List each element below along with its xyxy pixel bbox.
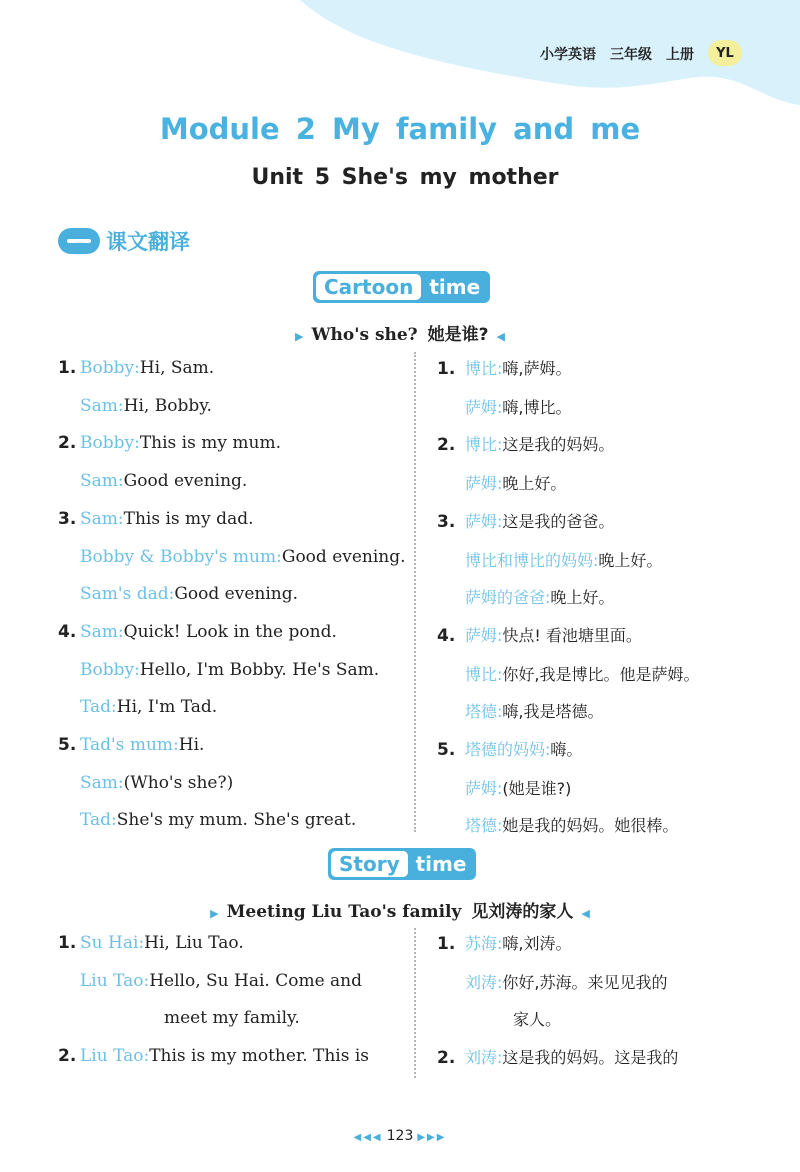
dialogue-line [437, 503, 767, 542]
line-text: meet my family. [164, 1008, 300, 1029]
speaker-name: Sam: [80, 621, 124, 642]
dialogue-line [437, 731, 767, 770]
line-text: 嗨,刘涛。 [502, 934, 572, 953]
unit-title: Unit 5 She's my mother [251, 165, 559, 190]
line-text: 嗨,博比。 [502, 397, 572, 417]
line-number: 3. [437, 511, 456, 532]
speaker-name: 博比: [465, 664, 503, 684]
dialogue-line [437, 964, 767, 1002]
dialogue-line [58, 765, 408, 803]
line-number: 2. [437, 435, 456, 456]
speaker-name: Liu Tao: [80, 970, 150, 991]
speaker-name: 刘涛: [465, 1048, 503, 1068]
dialogue-line [58, 802, 408, 840]
arrow-right-icon: ▶ [294, 330, 304, 343]
speaker-name: 塔德的妈妈: [465, 740, 551, 760]
cartoon-chinese [437, 350, 767, 845]
line-number: 1. [437, 359, 456, 379]
cartoon-subtitle-cn: 她是谁? [427, 325, 489, 345]
speaker-name: 博比: [465, 359, 503, 378]
line-text: 家人。 [513, 1010, 562, 1030]
section-number-icon [58, 228, 100, 254]
speaker-name: Sam: [80, 395, 124, 416]
cartoon-english [58, 350, 408, 840]
dialogue-line [58, 689, 408, 727]
line-number: 2. [58, 433, 77, 454]
arrow-left-icon: ◀ [581, 907, 590, 920]
story-chinese [437, 925, 767, 1078]
cartoon-tag-left: Cartoon [316, 274, 421, 300]
line-text: She's my mum. She's great. [116, 810, 357, 831]
dialogue-line [58, 1000, 408, 1038]
page-number: 123 [386, 1128, 414, 1144]
speaker-name: 塔德: [465, 702, 503, 722]
dialogue-line [58, 652, 408, 690]
dialogue-line [437, 1001, 767, 1039]
speaker-name: 苏海: [465, 934, 503, 953]
dialogue-line [437, 542, 767, 580]
page-footer [0, 1128, 800, 1144]
line-text: Hi, Bobby. [123, 395, 212, 416]
line-number: 5. [58, 735, 77, 756]
speaker-name: 萨姆: [465, 511, 503, 531]
dialogue-line [58, 388, 408, 426]
dialogue-line [437, 1039, 767, 1078]
arrow-left-icon: ◀ [496, 330, 505, 343]
line-text: 这是我的爸爸。 [502, 511, 615, 531]
speaker-name: Su Hai: [80, 933, 145, 953]
story-subtitle [0, 897, 800, 922]
story-tag-right: time [415, 852, 467, 876]
speaker-name: 萨姆: [465, 625, 503, 645]
line-number: 1. [437, 934, 456, 954]
line-text: 这是我的妈妈。这是我的 [502, 1048, 679, 1068]
story-subtitle-cn: 见刘涛的家人 [471, 902, 574, 922]
line-text: (Who's she?) [123, 772, 234, 793]
speaker-name: Sam: [80, 471, 124, 492]
speaker-name: Sam: [80, 508, 124, 529]
line-text: This is my mother. This is [149, 1046, 370, 1067]
speaker-name: Bobby: [80, 433, 140, 454]
dialogue-line [437, 465, 767, 503]
arrows-left-icon: ◀◀◀ [353, 1132, 383, 1143]
line-text: This is my mum. [139, 433, 281, 454]
header-subject: 小学英语 [540, 47, 596, 63]
dialogue-line [58, 501, 408, 539]
speaker-name: 萨姆: [465, 474, 503, 494]
story-tag-left: Story [331, 851, 408, 877]
dialogue-line [437, 693, 767, 731]
line-text: 嗨,我是塔德。 [502, 702, 604, 722]
speaker-name: 刘涛: [465, 972, 503, 992]
speaker-name: 萨姆: [465, 397, 503, 417]
dialogue-line [437, 656, 767, 694]
line-text: 晚上好。 [550, 588, 615, 608]
line-text: Hi, Sam. [139, 358, 215, 378]
cartoon-subtitle-en: Who's she? [311, 325, 418, 345]
dialogue-line [58, 614, 408, 652]
story-subtitle-en: Meeting Liu Tao's family [226, 902, 462, 922]
line-number: 4. [437, 625, 456, 646]
speaker-name: Sam: [80, 772, 124, 793]
column-divider [414, 928, 416, 1078]
dialogue-line [437, 350, 767, 389]
speaker-name: 萨姆的爸爸: [465, 588, 551, 608]
speaker-name: 博比: [465, 435, 503, 455]
line-text: (她是谁?) [502, 778, 572, 798]
line-text: 这是我的妈妈。 [502, 435, 615, 455]
line-number: 4. [58, 621, 77, 642]
line-text: Hi. [178, 735, 205, 756]
section-label: 课文翻译 [106, 230, 190, 254]
column-divider [414, 352, 416, 832]
arrows-right-icon: ▶▶▶ [417, 1132, 447, 1143]
line-text: 快点! 看池塘里面。 [502, 625, 642, 645]
dialogue-line [58, 925, 408, 963]
line-text: Good evening. [281, 546, 406, 567]
line-text: 嗨,萨姆。 [502, 359, 572, 378]
line-number: 2. [58, 1046, 77, 1067]
line-number: 2. [437, 1048, 456, 1069]
dialogue-line [58, 727, 408, 765]
section-heading [58, 226, 190, 256]
speaker-name: Tad: [80, 697, 117, 718]
dialogue-line [437, 925, 767, 964]
dialogue-line [437, 579, 767, 617]
line-text: 嗨。 [550, 740, 583, 760]
speaker-name: 萨姆: [465, 778, 503, 798]
line-text: Good evening. [123, 471, 248, 492]
line-text: 晚上好。 [598, 550, 663, 570]
speaker-name: Bobby: [80, 358, 140, 378]
header-volume: 上册 [666, 47, 694, 63]
line-text: 她是我的妈妈。她很棒。 [502, 816, 679, 836]
line-text: Hi, Liu Tao. [144, 933, 244, 953]
line-number: 1. [58, 358, 77, 378]
line-text: Hi, I'm Tad. [116, 697, 218, 718]
line-text: Quick! Look in the pond. [123, 621, 337, 642]
speaker-name: Bobby: [80, 659, 140, 680]
dialogue-line [58, 1038, 408, 1076]
header-grade: 三年级 [610, 47, 652, 63]
line-text: 晚上好。 [502, 474, 567, 494]
speaker-name: Tad's mum: [80, 735, 179, 756]
dialogue-line [58, 425, 408, 463]
edition-badge: YL [708, 40, 742, 66]
line-text: 你好,我是博比。他是萨姆。 [502, 664, 700, 684]
dialogue-line [437, 617, 767, 656]
line-text: Hello, I'm Bobby. He's Sam. [139, 659, 380, 680]
line-text: This is my dad. [123, 508, 254, 529]
speaker-name: 博比和博比的妈妈: [465, 550, 599, 570]
dialogue-line [437, 807, 767, 845]
dialogue-line [437, 389, 767, 427]
speaker-name: Tad: [80, 810, 117, 831]
speaker-name: Bobby & Bobby's mum: [80, 546, 282, 567]
dialogue-line [58, 539, 408, 577]
module-title: Module 2 My family and me [159, 112, 641, 146]
line-text: Good evening. [174, 584, 299, 605]
story-english [58, 925, 408, 1076]
speaker-name: Liu Tao: [80, 1046, 150, 1067]
cartoon-time-tag [313, 271, 490, 303]
story-time-tag [328, 848, 476, 880]
dialogue-line [437, 770, 767, 808]
line-number: 3. [58, 508, 77, 529]
arrow-right-icon: ▶ [210, 907, 219, 920]
line-number: 1. [58, 933, 77, 953]
dialogue-line [58, 963, 408, 1001]
dialogue-line [58, 350, 408, 388]
cartoon-subtitle [0, 320, 800, 345]
cartoon-tag-right: time [429, 275, 481, 299]
speaker-name: Sam's dad: [80, 584, 175, 605]
dialogue-line [58, 576, 408, 614]
speaker-name: 塔德: [465, 816, 503, 836]
dialogue-line [58, 463, 408, 501]
line-number: 5. [437, 740, 456, 761]
dialogue-line [437, 426, 767, 465]
line-text: 你好,苏海。来见见我的 [502, 972, 668, 992]
line-text: Hello, Su Hai. Come and [149, 970, 363, 991]
